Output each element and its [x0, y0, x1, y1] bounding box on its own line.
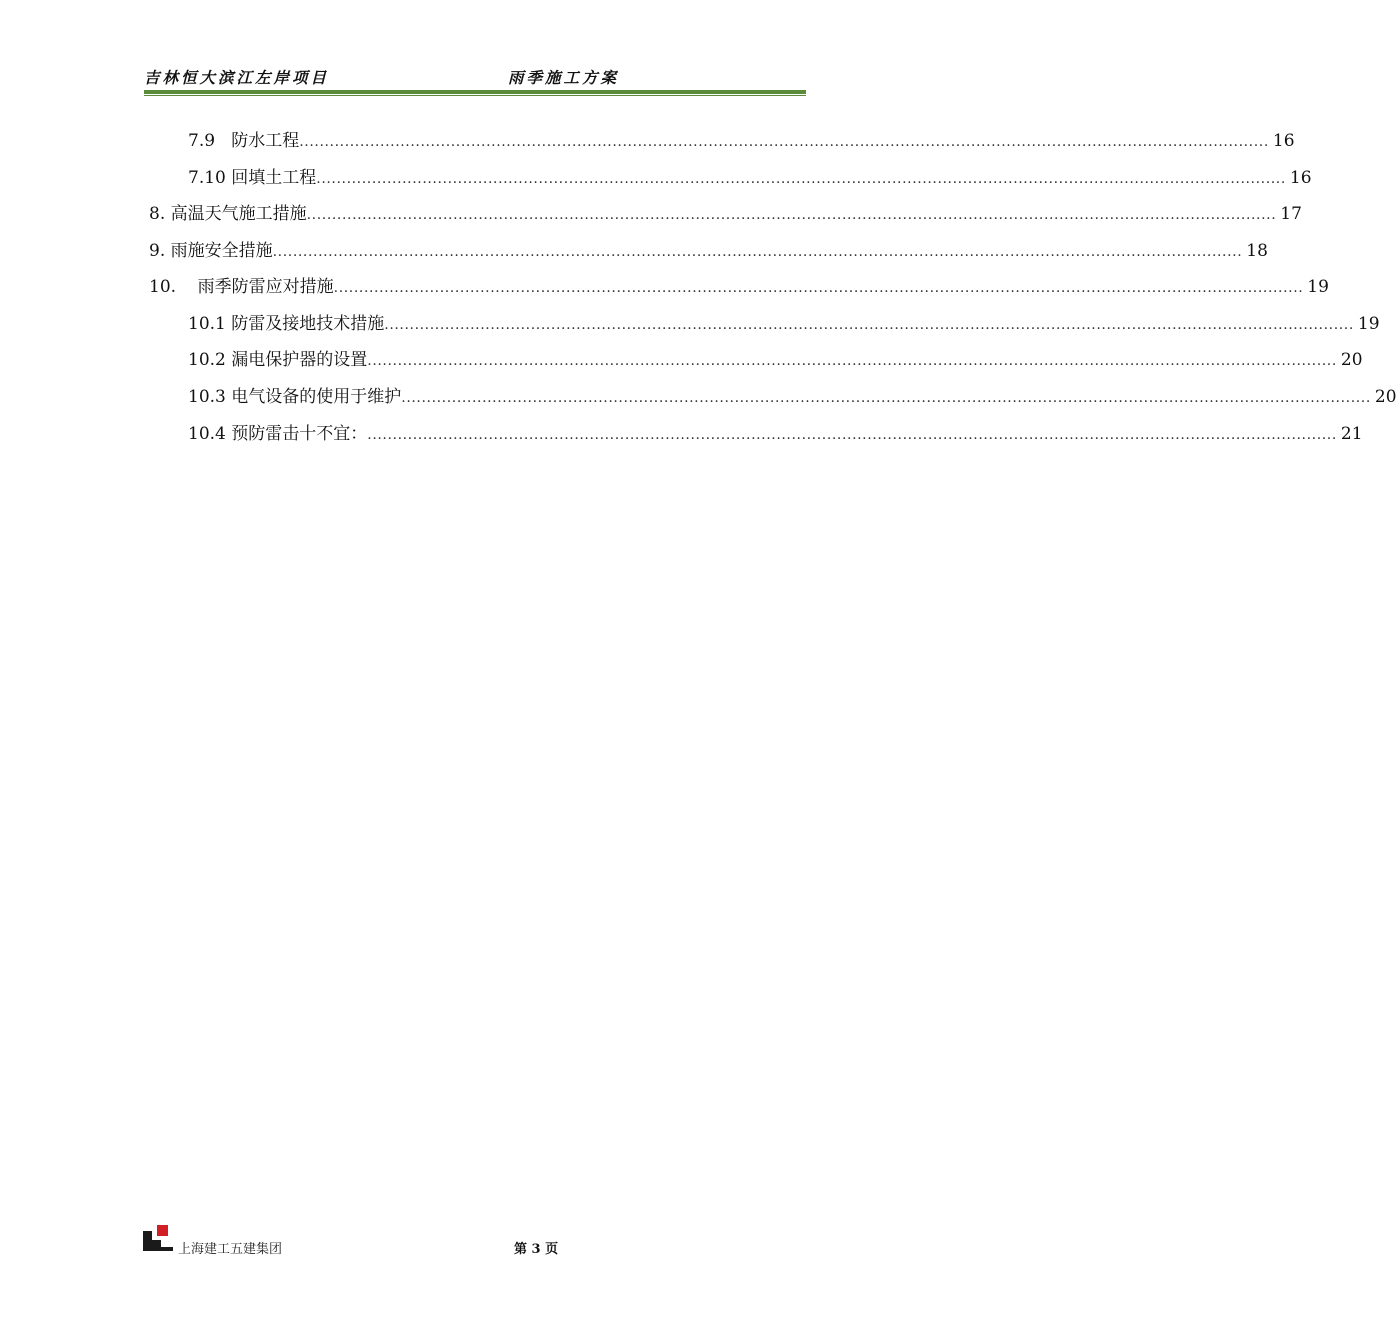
toc-leader: ................................................................................................................................................................................................	[384, 317, 1354, 333]
toc-entry-page: 18	[1246, 241, 1268, 261]
header-divider	[144, 90, 806, 97]
toc-leader: ................................................................................................................................................................................................	[367, 427, 1337, 443]
toc-leader: ................................................................................................................................................................................................	[401, 390, 1371, 406]
toc-entry[interactable]	[149, 199, 1302, 224]
toc-entry-page: 20	[1374, 387, 1397, 407]
toc-entry[interactable]	[188, 126, 1295, 151]
toc-entry-page: 21	[1340, 424, 1363, 444]
toc-entry-label: 10.3 电气设备的使用于维护	[188, 387, 402, 407]
footer-page-number: 第 3 页	[514, 1242, 559, 1257]
toc-entry-label: 10.4 预防雷击十不宜：	[188, 424, 368, 444]
toc-leader: ................................................................................................................................................................................................	[367, 353, 1337, 369]
toc-entry[interactable]	[149, 236, 1268, 261]
toc-entry-label: 10.1 防雷及接地技术措施	[188, 314, 385, 334]
toc-entry[interactable]	[188, 382, 1397, 407]
project-name: 吉林恒大滨江左岸项目	[144, 68, 330, 87]
toc-entry[interactable]	[188, 163, 1312, 188]
company-logo-icon	[143, 1225, 173, 1251]
footer-company-name: 上海建工五建集团	[178, 1242, 283, 1257]
page-header	[144, 66, 806, 88]
toc-entry-page: 16	[1272, 131, 1295, 151]
toc-entry-label: 7.9 防水工程	[188, 131, 300, 151]
toc-entry-page: 17	[1280, 204, 1302, 224]
toc-leader: ................................................................................................................................................................................................	[316, 171, 1286, 187]
toc-entry[interactable]	[188, 309, 1380, 334]
toc-entry-page: 20	[1340, 350, 1363, 370]
toc-leader: ................................................................................................................................................................................................	[333, 280, 1304, 296]
toc-entry-page: 19	[1357, 314, 1380, 334]
toc-entry-label: 9. 雨施安全措施	[149, 241, 273, 261]
toc-entry-label: 7.10 回填土工程	[188, 168, 317, 188]
toc-entry-label: 8. 高温天气施工措施	[149, 204, 307, 224]
toc-entry[interactable]	[188, 419, 1363, 444]
toc-entry[interactable]	[188, 345, 1363, 370]
toc-leader: ................................................................................................................................................................................................	[306, 207, 1277, 223]
toc-leader: ................................................................................................................................................................................................	[299, 134, 1269, 150]
document-title: 雨季施工方案	[508, 68, 620, 87]
toc-entry-label: 10.2 漏电保护器的设置	[188, 350, 368, 370]
toc-leader: ................................................................................................................................................................................................	[272, 244, 1243, 260]
toc-entry-label: 10. 雨季防雷应对措施	[149, 277, 334, 297]
toc-entry[interactable]	[149, 272, 1329, 297]
toc-entry-page: 19	[1307, 277, 1329, 297]
toc-entry-page: 16	[1289, 168, 1312, 188]
